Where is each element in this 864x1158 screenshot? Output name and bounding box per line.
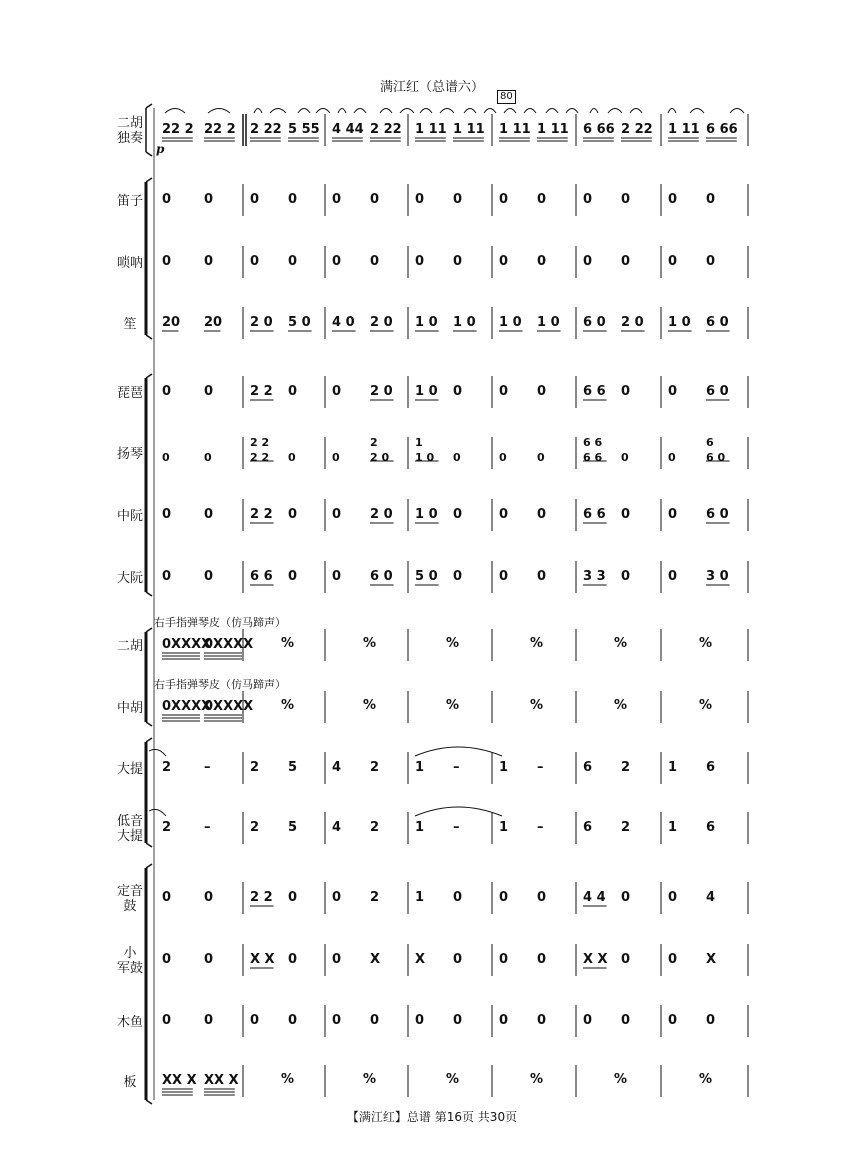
note-token: 1: [415, 890, 425, 905]
note-token: 0: [288, 952, 298, 967]
note-token: 0: [288, 384, 298, 399]
note-token: 2 2: [250, 451, 270, 464]
note-token: 0: [621, 507, 631, 522]
bracket-hook: [146, 722, 152, 726]
instrument-label-line: 笙: [123, 316, 137, 332]
instrument-label-line: 板: [123, 1074, 137, 1090]
fermata-arc: [524, 109, 536, 114]
fermata-arc: [208, 109, 230, 114]
bracket-hook: [146, 628, 152, 632]
fermata-arc: [590, 109, 598, 114]
bracket-hook: [146, 152, 152, 156]
fermata-arc: [504, 109, 516, 114]
note-token: 1 0: [415, 384, 438, 399]
note-token: 0: [288, 507, 298, 522]
instrument-label-line: 中阮: [116, 508, 143, 524]
instrument-label: [113, 701, 147, 716]
note-token: 6 6: [583, 451, 603, 464]
note-token: 1: [668, 760, 678, 775]
fermata-arc: [270, 109, 286, 114]
fermata-arc: [668, 109, 676, 114]
note-token: 6 0: [706, 507, 729, 522]
note-token: 0: [621, 952, 631, 967]
note-token: 0: [706, 254, 716, 269]
note-token: 0: [453, 451, 461, 464]
instrument-label: [113, 317, 147, 332]
note-token: 0: [537, 569, 547, 584]
note-token: –: [453, 760, 460, 775]
bracket-hook: [146, 104, 152, 108]
note-token: 0: [162, 254, 172, 269]
fermata-arc: [420, 109, 432, 114]
note-token: 0: [537, 451, 545, 464]
instrument-label-line: 二胡: [116, 638, 143, 654]
instrument-label: [113, 447, 147, 462]
note-token: 0: [204, 507, 214, 522]
note-token: 0: [499, 952, 509, 967]
note-token: 0: [162, 451, 170, 464]
note-token: 0: [204, 192, 214, 207]
fermata-arc: [316, 109, 330, 114]
note-token: 5: [288, 760, 298, 775]
note-token: 0: [370, 254, 380, 269]
note-token: 0: [204, 952, 214, 967]
note-token: 1 0: [537, 315, 560, 330]
note-token: 0: [621, 384, 631, 399]
note-token: 2 0: [370, 451, 390, 464]
note-token: 0: [453, 952, 463, 967]
note-token: 0: [537, 384, 547, 399]
note-token: 0: [537, 507, 547, 522]
note-token: 2: [370, 820, 380, 835]
instrument-label: [113, 386, 147, 401]
instrument-label: [113, 509, 147, 524]
note-token: 0: [204, 451, 212, 464]
repeat-symbol: %: [446, 698, 460, 713]
fermata-arc: [298, 109, 310, 114]
note-token: 0: [668, 1013, 678, 1028]
note-token: –: [453, 820, 460, 835]
note-token: 0: [288, 890, 298, 905]
note-token: 1 11: [499, 122, 531, 137]
note-token: X X: [583, 952, 608, 967]
note-token: 0: [537, 890, 547, 905]
note-token: 0: [453, 569, 463, 584]
instrument-label-line: 扬琴: [116, 446, 143, 462]
note-token: 0: [332, 952, 342, 967]
note-token: 0: [499, 890, 509, 905]
instrument-label-line: 琵琶: [116, 385, 143, 401]
note-token: 1 11: [415, 122, 447, 137]
note-token: 5 0: [415, 569, 438, 584]
note-token: 0: [668, 952, 678, 967]
note-token: 6: [583, 820, 593, 835]
note-token: 4 0: [332, 315, 355, 330]
tie: [149, 749, 166, 756]
note-token: 0: [332, 384, 342, 399]
repeat-symbol: %: [281, 1072, 295, 1087]
note-token: 2 22: [370, 122, 402, 137]
instrument-label: [113, 884, 147, 914]
note-token: 0: [499, 254, 509, 269]
note-token: 0: [583, 1013, 593, 1028]
note-token: 2: [621, 820, 631, 835]
note-token: 6 0: [370, 569, 393, 584]
bracket-hook: [146, 864, 152, 868]
note-token: 0: [162, 384, 172, 399]
note-token: 6 66: [583, 122, 615, 137]
instrument-label: [113, 571, 147, 586]
note-token: 1: [415, 436, 423, 449]
note-token: 2: [370, 436, 378, 449]
note-token: 0: [415, 1013, 425, 1028]
note-token: 6 6: [583, 436, 603, 449]
technique-annotation: 右手指弹琴皮（仿马蹄声）: [154, 678, 286, 691]
note-token: 0: [250, 1013, 260, 1028]
note-token: 0: [332, 192, 342, 207]
note-token: 2 0: [621, 315, 644, 330]
note-token: 0: [332, 890, 342, 905]
note-token: X X: [250, 952, 275, 967]
note-token: –: [537, 820, 544, 835]
note-token: 6 0: [583, 315, 606, 330]
instrument-label: [113, 194, 147, 209]
instrument-label: [113, 256, 147, 271]
note-token: –: [537, 760, 544, 775]
note-token: 3 3: [583, 569, 606, 584]
repeat-symbol: %: [281, 636, 295, 651]
note-token: 1 11: [453, 122, 485, 137]
note-token: 2: [621, 760, 631, 775]
note-token: 6 6: [583, 384, 606, 399]
note-token: 0: [453, 384, 463, 399]
fermata-arc: [608, 109, 622, 114]
note-token: 0: [499, 507, 509, 522]
note-token: 0: [288, 451, 296, 464]
note-token: 0: [621, 890, 631, 905]
dynamic-marking: p: [156, 142, 165, 156]
instrument-label-line: 笛子: [116, 193, 143, 209]
repeat-symbol: %: [363, 698, 377, 713]
note-token: 0: [204, 1013, 214, 1028]
note-token: 0: [250, 254, 260, 269]
note-token: 6: [706, 436, 714, 449]
note-token: 2 22: [621, 122, 653, 137]
note-token: X: [415, 952, 426, 967]
repeat-symbol: %: [530, 636, 544, 651]
note-token: 6 6: [583, 507, 606, 522]
note-token: 6: [706, 760, 716, 775]
note-token: 6: [706, 820, 716, 835]
note-token: X: [706, 952, 717, 967]
note-token: 0XXXX: [204, 637, 254, 652]
instrument-label: [113, 946, 147, 976]
note-token: 0: [621, 451, 629, 464]
fermata-arc: [354, 109, 366, 114]
note-token: 0: [415, 192, 425, 207]
repeat-symbol: %: [614, 698, 628, 713]
instrument-label-line: 军鼓: [116, 961, 143, 976]
rehearsal-mark: 80: [497, 90, 516, 104]
fermata-arc: [546, 109, 558, 114]
tie: [415, 807, 502, 816]
note-token: 0: [162, 890, 172, 905]
note-token: 1 0: [415, 315, 438, 330]
instrument-label-line: 大提: [116, 829, 143, 844]
instrument-label-line: 中胡: [116, 700, 143, 716]
note-token: 0: [370, 192, 380, 207]
note-token: 1 11: [537, 122, 569, 137]
note-token: 0: [453, 890, 463, 905]
note-token: 0: [537, 1013, 547, 1028]
note-token: 0XXXX: [162, 637, 212, 652]
note-token: 1 0: [499, 315, 522, 330]
note-token: 2: [370, 890, 380, 905]
instrument-label-line: 唢呐: [116, 255, 143, 271]
note-token: 2 2: [250, 507, 273, 522]
fermata-arc: [440, 109, 454, 114]
note-token: 0: [204, 569, 214, 584]
fermata-arc: [566, 109, 578, 114]
page-title: 满江红（总谱六）: [379, 80, 484, 95]
repeat-symbol: %: [281, 698, 295, 713]
fermata-arc: [165, 109, 185, 114]
note-token: 2 0: [370, 507, 393, 522]
instrument-label-line: 大提: [116, 761, 143, 777]
note-token: 4: [332, 820, 342, 835]
instrument-label: [113, 1075, 147, 1090]
note-token: 6 66: [706, 122, 738, 137]
instrument-label-line: 独奏: [116, 131, 143, 146]
note-token: 0: [668, 569, 678, 584]
repeat-symbol: %: [363, 636, 377, 651]
note-token: 20: [162, 315, 181, 330]
repeat-symbol: %: [530, 1072, 544, 1087]
note-token: 0: [583, 192, 593, 207]
note-token: 1 0: [415, 451, 435, 464]
repeat-symbol: %: [699, 698, 713, 713]
repeat-symbol: %: [363, 1072, 377, 1087]
note-token: 4: [706, 890, 716, 905]
note-token: 1 0: [668, 315, 691, 330]
note-token: 5: [288, 820, 298, 835]
note-token: 1: [415, 820, 425, 835]
instrument-label-line: 大阮: [116, 570, 143, 586]
note-token: 2 22: [250, 122, 282, 137]
repeat-symbol: %: [446, 1072, 460, 1087]
note-token: 0: [204, 384, 214, 399]
repeat-symbol: %: [446, 636, 460, 651]
repeat-symbol: %: [530, 698, 544, 713]
note-token: 2: [370, 760, 380, 775]
note-token: 0: [288, 254, 298, 269]
note-token: 0: [668, 890, 678, 905]
note-token: 0: [621, 569, 631, 584]
bracket-hook: [146, 738, 152, 742]
note-token: 0: [162, 569, 172, 584]
repeat-symbol: %: [614, 636, 628, 651]
note-token: 0: [583, 254, 593, 269]
note-token: 0XXXX: [162, 699, 212, 714]
note-token: XX X: [162, 1073, 197, 1088]
note-token: 6 0: [706, 315, 729, 330]
instrument-label: [113, 639, 147, 654]
instrument-label-line: 木鱼: [116, 1014, 143, 1030]
note-token: 20: [204, 315, 223, 330]
note-token: 0: [621, 192, 631, 207]
note-token: 2 2: [250, 384, 273, 399]
note-token: 0: [499, 451, 507, 464]
note-token: 5 55: [288, 122, 320, 137]
bracket-hook: [146, 1100, 152, 1104]
fermata-arc: [730, 109, 744, 114]
note-token: 2: [162, 820, 172, 835]
note-token: 0: [453, 1013, 463, 1028]
note-token: –: [204, 760, 211, 775]
note-token: 2: [250, 820, 260, 835]
note-token: 1: [499, 760, 509, 775]
note-token: 1: [499, 820, 509, 835]
note-token: 0: [668, 451, 676, 464]
note-token: 0: [453, 192, 463, 207]
note-token: 0: [621, 1013, 631, 1028]
instrument-label-line: 鼓: [123, 899, 137, 914]
bracket-hook: [146, 178, 152, 182]
note-token: 0: [499, 192, 509, 207]
tie: [149, 809, 166, 816]
note-token: 0: [668, 254, 678, 269]
note-token: 0: [332, 1013, 342, 1028]
note-token: 0: [288, 1013, 298, 1028]
fermata-arc: [484, 109, 496, 114]
fermata-arc: [690, 109, 704, 114]
note-token: 2 0: [370, 315, 393, 330]
note-token: 0: [162, 192, 172, 207]
note-token: XX X: [204, 1073, 239, 1088]
fermata-arc: [338, 109, 346, 114]
instrument-label-line: 低音: [116, 814, 143, 829]
note-token: 0: [706, 1013, 716, 1028]
note-token: 2: [250, 760, 260, 775]
note-token: 0: [706, 192, 716, 207]
note-token: 0XXXX: [204, 699, 254, 714]
note-token: 0: [499, 1013, 509, 1028]
note-token: 22 2: [204, 122, 236, 137]
tie: [415, 747, 502, 756]
note-token: 0: [332, 451, 340, 464]
note-token: 0: [537, 952, 547, 967]
bracket-hook: [146, 592, 152, 596]
note-token: 0: [537, 192, 547, 207]
note-token: 3 0: [706, 569, 729, 584]
instrument-label-line: 小: [123, 946, 137, 961]
note-token: 0: [162, 952, 172, 967]
note-token: 0: [162, 507, 172, 522]
note-token: 1: [415, 760, 425, 775]
note-token: 0: [332, 254, 342, 269]
instrument-label: [113, 762, 147, 777]
note-token: 2 0: [250, 315, 273, 330]
fermata-arc: [630, 109, 642, 114]
note-token: X: [370, 952, 381, 967]
note-token: 6 0: [706, 451, 726, 464]
note-token: 0: [499, 569, 509, 584]
instrument-label-line: 二胡: [116, 116, 143, 131]
note-token: 0: [204, 254, 214, 269]
fermata-arc: [400, 109, 414, 114]
note-token: 0: [668, 384, 678, 399]
bracket-hook: [146, 335, 152, 339]
instrument-label: [113, 1015, 147, 1030]
page-footer: 【满江红】总谱 第16页 共30页: [346, 1110, 518, 1124]
note-token: 6 0: [706, 384, 729, 399]
note-token: 4: [332, 760, 342, 775]
note-token: 0: [668, 192, 678, 207]
note-token: 22 2: [162, 122, 194, 137]
note-token: 2: [162, 760, 172, 775]
note-token: 0: [332, 507, 342, 522]
note-token: 2 2: [250, 436, 270, 449]
note-token: 0: [250, 192, 260, 207]
technique-annotation: 右手指弹琴皮（仿马蹄声）: [154, 616, 286, 629]
bracket-hook: [146, 374, 152, 378]
note-token: 0: [162, 1013, 172, 1028]
repeat-symbol: %: [699, 636, 713, 651]
note-token: 1: [668, 820, 678, 835]
note-token: 1 11: [668, 122, 700, 137]
note-token: 6: [583, 760, 593, 775]
note-token: 5 0: [288, 315, 311, 330]
note-token: 0: [288, 192, 298, 207]
repeat-symbol: %: [699, 1072, 713, 1087]
note-token: 0: [537, 254, 547, 269]
note-token: 0: [204, 890, 214, 905]
note-token: 2 2: [250, 890, 273, 905]
instrument-label: [113, 814, 147, 844]
note-token: 0: [288, 569, 298, 584]
note-token: 2 0: [370, 384, 393, 399]
note-token: 0: [370, 1013, 380, 1028]
instrument-label: [113, 116, 147, 146]
note-token: 0: [621, 254, 631, 269]
instrument-label-line: 定音: [116, 884, 143, 899]
note-token: 0: [668, 507, 678, 522]
repeat-symbol: %: [614, 1072, 628, 1087]
note-token: –: [204, 820, 211, 835]
note-token: 6 6: [250, 569, 273, 584]
note-token: 0: [415, 254, 425, 269]
note-token: 1 0: [453, 315, 476, 330]
fermata-arc: [464, 109, 476, 114]
note-token: 0: [332, 569, 342, 584]
note-token: 4 4: [583, 890, 606, 905]
note-token: 1 0: [415, 507, 438, 522]
note-token: 0: [499, 384, 509, 399]
note-token: 4 44: [332, 122, 364, 137]
fermata-arc: [254, 109, 262, 114]
note-token: 0: [453, 507, 463, 522]
note-token: 0: [453, 254, 463, 269]
fermata-arc: [380, 109, 392, 114]
